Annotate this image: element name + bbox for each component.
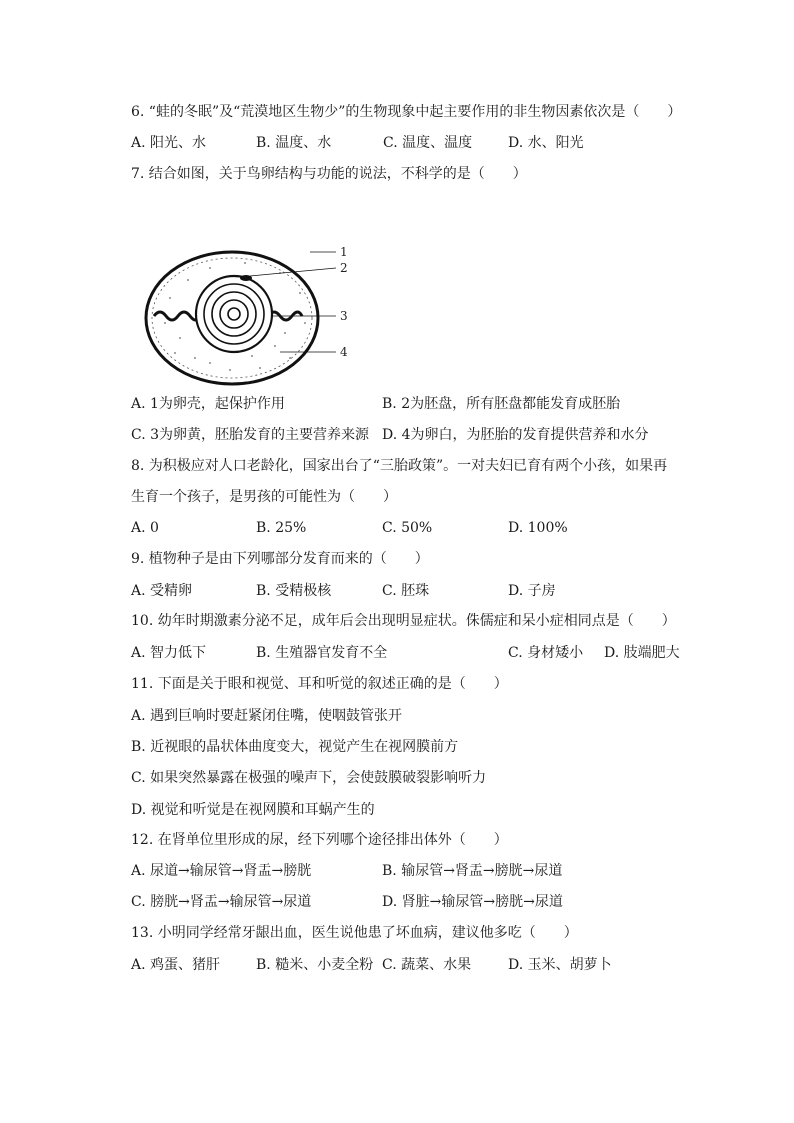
q9-option-b: B. 受精极核	[256, 583, 332, 599]
figure-label-3: 3	[340, 309, 348, 323]
question-9-stem: 9. 植物种子是由下列哪部分发育而来的（ ）	[131, 551, 429, 567]
q7-option-b: B. 2为胚盘，所有胚盘都能发育成胚胎	[382, 396, 621, 412]
q11-option-b: B. 近视眼的晶状体曲度变大，视觉产生在视网膜前方	[131, 739, 459, 755]
q8-option-a: A. 0	[131, 520, 159, 536]
q8-option-c: C. 50%	[382, 520, 433, 536]
q10-option-b: B. 生殖器官发育不全	[256, 645, 388, 661]
q11-option-d: D. 视觉和听觉是在视网膜和耳蜗产生的	[131, 802, 375, 818]
question-10-stem: 10. 幼年时期激素分泌不足，成年后会出现明显症状。侏儒症和呆小症相同点是（ ）	[131, 613, 676, 629]
q10-option-d: D. 肢端肥大	[604, 645, 680, 661]
q13-option-c: C. 蔬菜、水果	[382, 957, 472, 973]
q6-option-b: B. 温度、水	[256, 135, 332, 151]
question-8-stem-cont: 生育一个孩子，是男孩的可能性为（ ）	[131, 489, 397, 505]
q11-option-a: A. 遇到巨响时要赶紧闭住嘴，使咽鼓管张开	[131, 708, 403, 724]
q8-option-d: D. 100%	[508, 520, 568, 536]
figure-label-4: 4	[340, 345, 348, 359]
q12-option-b: B. 输尿管→肾盂→膀胱→尿道	[382, 863, 563, 879]
bird-egg-diagram	[140, 228, 360, 390]
q8-option-b: B. 25%	[256, 520, 307, 536]
figure-label-2: 2	[340, 261, 348, 275]
yolk	[196, 276, 272, 352]
q7-option-a: A. 1为卵壳，起保护作用	[131, 396, 285, 412]
question-12-stem: 12. 在肾单位里形成的尿，经下列哪个途径排出体外（ ）	[131, 832, 508, 848]
q6-option-d: D. 水、阳光	[508, 135, 584, 151]
bird-egg-structure-figure	[140, 228, 360, 390]
question-6-stem: 6. “蛙的冬眠”及“荒漠地区生物少”的生物现象中起主要作用的非生物因素依次是（ ）	[131, 104, 682, 120]
q11-option-c: C. 如果突然暴露在极强的噪声下，会使鼓膜破裂影响听力	[131, 770, 487, 786]
question-11-stem: 11. 下面是关于眼和视觉、耳和听觉的叙述正确的是（ ）	[131, 676, 508, 692]
q10-option-a: A. 智力低下	[131, 645, 207, 661]
q12-option-c: C. 膀胱→肾盂→输尿管→尿道	[131, 894, 312, 910]
q7-option-c: C. 3为卵黄，胚胎发育的主要营养来源	[131, 427, 370, 443]
figure-label-1: 1	[340, 245, 348, 259]
q6-option-a: A. 阳光、水	[131, 135, 207, 151]
q7-option-d: D. 4为卵白，为胚胎的发育提供营养和水分	[382, 427, 649, 443]
q9-option-c: C. 胚珠	[382, 583, 430, 599]
question-13-stem: 13. 小明同学经常牙龈出血，医生说他患了坏血病，建议他多吃（ ）	[131, 925, 578, 941]
q13-option-b: B. 糙米、小麦全粉	[256, 957, 374, 973]
q9-option-a: A. 受精卵	[131, 583, 193, 599]
q9-option-d: D. 子房	[508, 583, 556, 599]
question-7-stem: 7. 结合如图，关于鸟卵结构与功能的说法，不科学的是（ ）	[131, 166, 527, 182]
q10-option-c: C. 身材矮小	[508, 645, 584, 661]
q12-option-a: A. 尿道→输尿管→肾盂→膀胱	[131, 863, 312, 879]
q6-option-c: C. 温度、温度	[383, 135, 473, 151]
q12-option-d: D. 肾脏→输尿管→膀胱→尿道	[382, 894, 563, 910]
question-8-stem: 8. 为积极应对人口老龄化，国家出台了“三胎政策”。一对夫妇已育有两个小孩，如果再	[131, 458, 668, 474]
q13-option-a: A. 鸡蛋、猪肝	[131, 957, 221, 973]
q13-option-d: D. 玉米、胡萝卜	[508, 957, 612, 973]
